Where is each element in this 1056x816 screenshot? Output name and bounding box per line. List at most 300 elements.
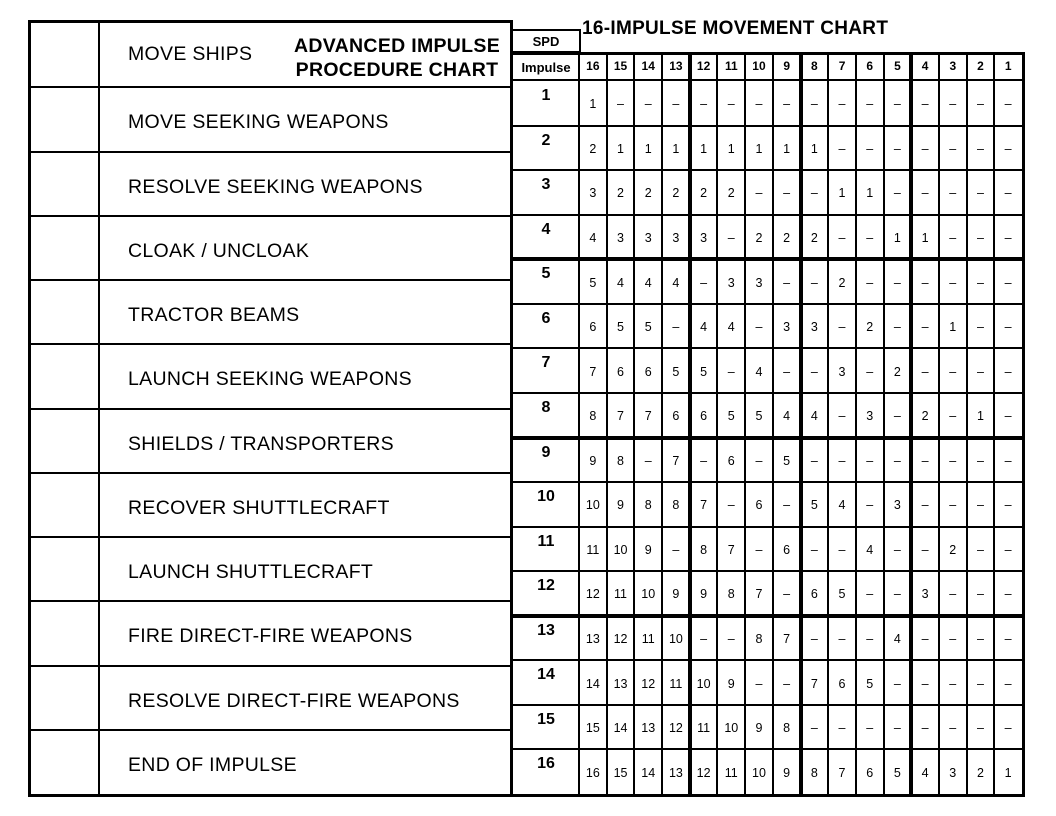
movement-cell: –: [976, 542, 984, 557]
speed-header: 7: [838, 59, 846, 73]
movement-cell: –: [838, 320, 846, 335]
movement-cell: –: [783, 364, 791, 379]
movement-cell: 8: [589, 409, 597, 424]
movement-cell: –: [810, 364, 818, 379]
procedure-title-line-1: ADVANCED IMPULSE: [294, 35, 500, 57]
movement-cell: –: [949, 676, 957, 691]
movement-cell: –: [893, 542, 901, 557]
movement-cell: 5: [617, 320, 624, 335]
group-divider: [513, 257, 1022, 261]
movement-cell: –: [976, 632, 984, 647]
impulse-number: 12: [537, 577, 555, 595]
movement-cell: –: [949, 632, 957, 647]
movement-cell: –: [949, 453, 957, 468]
movement-cell: 7: [700, 498, 708, 513]
movement-cell: –: [810, 632, 818, 647]
movement-cell: 2: [976, 765, 984, 780]
movement-cell: –: [976, 364, 984, 379]
column-divider: [966, 55, 968, 794]
speed-header: 11: [724, 59, 738, 73]
procedure-checkbox[interactable]: [31, 23, 98, 87]
procedure-step-label: END OF IMPULSE: [128, 753, 297, 776]
movement-cell: –: [672, 320, 680, 335]
movement-cell: –: [976, 97, 984, 112]
movement-cell: –: [727, 230, 735, 245]
movement-cell: 6: [838, 676, 846, 691]
movement-cell: 7: [755, 587, 763, 602]
movement-cell: 10: [752, 765, 766, 780]
movement-cell: 5: [783, 453, 791, 468]
movement-cell: –: [921, 676, 929, 691]
movement-cell: 11: [614, 587, 628, 602]
movement-cell: 4: [893, 632, 901, 647]
procedure-checkbox[interactable]: [31, 537, 98, 601]
row-divider: [513, 214, 1022, 216]
movement-cell: –: [976, 587, 984, 602]
row-divider: [513, 704, 1022, 706]
procedure-checkbox[interactable]: [31, 216, 98, 280]
movement-cell: –: [727, 364, 735, 379]
movement-cell: 13: [613, 676, 628, 691]
movement-cell: –: [838, 632, 846, 647]
movement-cell: 9: [755, 721, 763, 736]
movement-cell: –: [893, 141, 901, 156]
movement-cell: –: [810, 275, 818, 290]
row-divider: [513, 570, 1022, 572]
movement-cell: 5: [893, 765, 901, 780]
procedure-checkbox[interactable]: [31, 730, 98, 794]
movement-cell: 3: [783, 320, 791, 335]
impulse-number: 5: [541, 265, 551, 283]
column-divider: [661, 55, 663, 794]
column-divider: [855, 55, 857, 794]
movement-cell: 2: [921, 409, 929, 424]
procedure-row-divider: [31, 215, 510, 217]
header-divider: [513, 79, 1022, 81]
movement-cell: 3: [949, 765, 957, 780]
movement-cell: –: [866, 453, 874, 468]
procedure-step-label: MOVE SEEKING WEAPONS: [128, 111, 389, 134]
movement-cell: –: [1004, 498, 1012, 513]
procedure-row-divider: [31, 600, 510, 602]
impulse-number: 6: [541, 309, 551, 327]
movement-cell: 12: [585, 587, 600, 602]
movement-cell: –: [1004, 97, 1012, 112]
movement-cell: –: [810, 453, 818, 468]
movement-cell: 8: [700, 542, 708, 557]
movement-cell: 1: [727, 141, 735, 156]
movement-cell: 2: [810, 230, 818, 245]
movement-cell: –: [1004, 632, 1012, 647]
movement-cell: 1: [1004, 765, 1012, 780]
movement-cell: 14: [585, 676, 600, 691]
movement-cell: 4: [617, 275, 624, 290]
movement-cell: –: [1004, 141, 1012, 156]
movement-cell: 15: [585, 721, 600, 736]
impulse-number: 16: [537, 755, 555, 773]
group-column-divider: [688, 55, 692, 794]
movement-cell: 4: [783, 409, 791, 424]
movement-cell: –: [755, 186, 763, 201]
procedure-row-divider: [31, 343, 510, 345]
speed-header: 4: [921, 59, 929, 73]
movement-cell: –: [921, 721, 929, 736]
movement-cell: 7: [838, 765, 846, 780]
movement-cell: –: [866, 230, 874, 245]
movement-cell: 4: [672, 275, 680, 290]
impulse-number: 10: [537, 488, 555, 506]
movement-cell: –: [1004, 409, 1012, 424]
movement-cell: –: [617, 97, 624, 112]
procedure-step-label: MOVE SHIPS: [128, 43, 253, 65]
movement-cell: –: [755, 320, 763, 335]
movement-cell: 6: [727, 453, 735, 468]
group-column-divider: [909, 55, 913, 794]
impulse-number: 8: [541, 398, 551, 416]
movement-cell: –: [755, 97, 763, 112]
movement-cell: –: [949, 409, 957, 424]
speed-header: 15: [613, 59, 628, 73]
movement-cell: 11: [724, 765, 738, 780]
procedure-step-label: TRACTOR BEAMS: [128, 304, 300, 327]
speed-header: 1: [1004, 59, 1012, 73]
movement-cell: 1: [976, 409, 984, 424]
movement-cell: 3: [893, 498, 901, 513]
movement-cell: –: [810, 542, 818, 557]
movement-cell: 3: [644, 230, 652, 245]
column-divider: [938, 55, 940, 794]
movement-cell: 1: [893, 230, 901, 245]
movement-cell: 6: [700, 409, 708, 424]
movement-cell: –: [644, 97, 652, 112]
procedure-step-label: FIRE DIRECT-FIRE WEAPONS: [128, 625, 413, 648]
procedure-row-divider: [31, 279, 510, 281]
movement-cell: –: [921, 97, 929, 112]
procedure-checkbox[interactable]: [31, 473, 98, 537]
movement-cell: –: [976, 498, 984, 513]
procedure-step-label: CLOAK / UNCLOAK: [128, 239, 310, 262]
movement-cell: –: [1004, 275, 1012, 290]
movement-cell: 4: [644, 275, 652, 290]
movement-cell: –: [838, 409, 846, 424]
movement-cell: –: [783, 676, 791, 691]
movement-cell: –: [1004, 542, 1012, 557]
movement-cell: –: [893, 320, 901, 335]
movement-cell: –: [921, 364, 929, 379]
movement-cell: –: [755, 453, 763, 468]
movement-cell: 6: [672, 409, 680, 424]
movement-cell: –: [893, 97, 901, 112]
movement-cell: 3: [589, 186, 597, 201]
row-divider: [513, 748, 1022, 750]
movement-cell: 2: [783, 230, 791, 245]
impulse-number: 7: [541, 354, 551, 372]
movement-cell: –: [838, 230, 846, 245]
movement-cell: 6: [589, 320, 597, 335]
movement-cell: 7: [644, 409, 652, 424]
procedure-row-divider: [31, 665, 510, 667]
impulse-number: 11: [537, 532, 555, 550]
movement-cell: 9: [644, 542, 652, 557]
movement-cell: 13: [641, 721, 656, 736]
impulse-number: 15: [537, 710, 555, 728]
movement-cell: 7: [672, 453, 680, 468]
movement-cell: –: [949, 364, 957, 379]
movement-cell: 3: [866, 409, 874, 424]
speed-header: 8: [811, 59, 818, 73]
movement-cell: –: [866, 275, 874, 290]
movement-cell: 9: [589, 453, 597, 468]
movement-cell: –: [976, 676, 984, 691]
movement-cell: 4: [589, 230, 597, 245]
movement-cell: 7: [589, 364, 597, 379]
movement-cell: –: [672, 542, 680, 557]
movement-cell: –: [949, 275, 957, 290]
procedure-chart: [28, 20, 513, 797]
movement-cell: –: [783, 587, 791, 602]
movement-cell: –: [893, 275, 901, 290]
movement-cell: 1: [810, 141, 818, 156]
movement-cell: 1: [921, 230, 929, 245]
movement-cell: –: [783, 275, 791, 290]
speed-header: 12: [696, 59, 711, 73]
group-divider: [513, 614, 1022, 618]
procedure-step-label: LAUNCH SHUTTLECRAFT: [128, 561, 374, 584]
movement-cell: 2: [644, 186, 652, 201]
column-divider: [606, 55, 608, 794]
movement-cell: 5: [810, 498, 818, 513]
column-divider: [772, 55, 774, 794]
movement-cell: 1: [838, 186, 846, 201]
impulse-number: 1: [541, 87, 551, 104]
movement-cell: –: [783, 97, 791, 112]
movement-cell: 5: [644, 320, 652, 335]
impulse-number: 4: [541, 220, 551, 238]
movement-cell: 1: [644, 141, 652, 156]
movement-cell: –: [976, 186, 984, 201]
movement-cell: 6: [810, 587, 818, 602]
procedure-checkbox[interactable]: [31, 409, 98, 473]
movement-cell: –: [893, 676, 901, 691]
movement-cell: –: [866, 632, 874, 647]
procedure-step-label: SHIELDS / TRANSPORTERS: [128, 432, 394, 455]
movement-cell: 3: [672, 230, 680, 245]
movement-cell: –: [893, 587, 901, 602]
movement-cell: –: [838, 141, 846, 156]
movement-cell: 3: [838, 364, 846, 379]
movement-cell: –: [838, 453, 846, 468]
movement-cell: 7: [617, 409, 624, 424]
movement-cell: 3: [755, 275, 763, 290]
movement-cell: 7: [727, 542, 735, 557]
movement-cell: –: [838, 542, 846, 557]
movement-cell: –: [866, 364, 874, 379]
movement-cell: 5: [727, 409, 735, 424]
movement-cell: –: [976, 721, 984, 736]
movement-cell: –: [755, 542, 763, 557]
movement-cell: 9: [700, 587, 708, 602]
movement-cell: –: [866, 97, 874, 112]
movement-cell: 4: [700, 320, 708, 335]
speed-header: 16: [586, 59, 600, 73]
speed-header: 14: [641, 59, 655, 73]
movement-cell: 11: [697, 721, 711, 736]
movement-cell: –: [949, 230, 957, 245]
procedure-checkbox[interactable]: [31, 280, 98, 344]
movement-cell: 8: [755, 632, 763, 647]
row-divider: [513, 659, 1022, 661]
movement-cell: 8: [617, 453, 624, 468]
movement-cell: 3: [727, 275, 735, 290]
movement-cell: 4: [810, 409, 818, 424]
group-divider: [513, 436, 1022, 440]
movement-cell: 2: [700, 186, 708, 201]
impulse-header: Impulse: [521, 60, 571, 75]
movement-cell: –: [893, 409, 901, 424]
movement-cell: –: [866, 721, 874, 736]
procedure-chart-title: [294, 34, 500, 82]
column-divider: [993, 55, 995, 794]
movement-cell: 6: [617, 364, 624, 379]
procedure-checkbox[interactable]: [31, 601, 98, 665]
impulse-number: 3: [541, 176, 551, 194]
movement-cell: 3: [921, 587, 929, 602]
movement-cell: 5: [838, 587, 846, 602]
movement-cell: –: [976, 320, 984, 335]
movement-cell: 8: [644, 498, 652, 513]
spd-header: SPD: [513, 29, 581, 53]
movement-cell: –: [921, 542, 929, 557]
movement-cell: 10: [696, 676, 711, 691]
movement-cell: –: [1004, 676, 1012, 691]
procedure-row-divider: [31, 151, 510, 153]
movement-cell: –: [866, 587, 874, 602]
procedure-row-divider: [31, 729, 510, 731]
speed-header: 9: [783, 59, 790, 73]
column-divider: [744, 55, 746, 794]
movement-cell: 12: [641, 676, 656, 691]
row-divider: [513, 526, 1022, 528]
movement-cell: 3: [700, 230, 708, 245]
impulse-number: 14: [537, 666, 555, 684]
row-divider: [513, 481, 1022, 483]
movement-cell: –: [838, 721, 846, 736]
procedure-checkbox[interactable]: [31, 666, 98, 730]
movement-cell: 10: [585, 498, 600, 513]
procedure-row-divider: [31, 86, 510, 88]
movement-cell: 6: [783, 542, 791, 557]
impulse-column-divider: [578, 55, 580, 794]
movement-cell: –: [949, 141, 957, 156]
movement-cell: –: [755, 676, 763, 691]
movement-cell: 9: [783, 765, 791, 780]
movement-cell: 2: [838, 275, 846, 290]
movement-cell: 1: [866, 186, 874, 201]
movement-cell: 10: [613, 542, 628, 557]
movement-cell: 10: [668, 632, 683, 647]
movement-cell: 9: [672, 587, 680, 602]
movement-cell: –: [1004, 587, 1012, 602]
column-divider: [633, 55, 635, 794]
movement-cell: 2: [727, 186, 735, 201]
movement-cell: –: [976, 230, 984, 245]
movement-cell: –: [921, 275, 929, 290]
movement-cell: –: [949, 186, 957, 201]
movement-cell: 3: [810, 320, 818, 335]
movement-cell: –: [810, 721, 818, 736]
movement-cell: 9: [617, 498, 624, 513]
column-divider: [716, 55, 718, 794]
procedure-row-divider: [31, 536, 510, 538]
movement-cell: 4: [838, 498, 846, 513]
movement-cell: –: [921, 320, 929, 335]
movement-cell: 12: [668, 721, 683, 736]
movement-cell: 12: [696, 765, 711, 780]
movement-cell: 4: [921, 765, 929, 780]
movement-cell: 2: [617, 186, 624, 201]
movement-cell: 11: [641, 632, 655, 647]
movement-cell: –: [921, 498, 929, 513]
movement-cell: 5: [700, 364, 708, 379]
movement-cell: 6: [644, 364, 652, 379]
movement-chart-grid: [513, 52, 1025, 797]
movement-cell: 1: [589, 97, 597, 112]
movement-cell: 1: [617, 141, 624, 156]
movement-cell: 7: [810, 676, 818, 691]
procedure-checkbox[interactable]: [31, 87, 98, 151]
movement-cell: 14: [613, 721, 628, 736]
movement-cell: 2: [755, 230, 763, 245]
movement-cell: –: [727, 632, 735, 647]
movement-cell: 12: [613, 632, 628, 647]
speed-header: 13: [669, 59, 683, 73]
movement-cell: –: [727, 498, 735, 513]
movement-cell: –: [921, 141, 929, 156]
movement-cell: 8: [727, 587, 735, 602]
procedure-row-divider: [31, 408, 510, 410]
movement-cell: 1: [949, 320, 957, 335]
movement-cell: –: [700, 275, 708, 290]
movement-cell: 2: [866, 320, 874, 335]
movement-cell: –: [644, 453, 652, 468]
movement-cell: 8: [672, 498, 680, 513]
procedure-checkbox[interactable]: [31, 152, 98, 216]
impulse-number: 13: [537, 621, 555, 639]
movement-cell: 5: [672, 364, 680, 379]
impulse-number: 2: [541, 131, 551, 149]
movement-cell: –: [700, 97, 708, 112]
movement-cell: –: [893, 186, 901, 201]
movement-cell: 1: [700, 141, 708, 156]
speed-header: 3: [949, 59, 957, 73]
speed-header: 6: [866, 59, 874, 73]
procedure-checkbox[interactable]: [31, 344, 98, 408]
movement-cell: 15: [613, 765, 628, 780]
movement-cell: 11: [586, 542, 600, 557]
movement-cell: 2: [949, 542, 957, 557]
movement-cell: –: [783, 186, 791, 201]
row-divider: [513, 169, 1022, 171]
movement-cell: –: [976, 275, 984, 290]
movement-cell: –: [893, 453, 901, 468]
procedure-row-divider: [31, 472, 510, 474]
movement-cell: –: [866, 498, 874, 513]
movement-cell: –: [949, 498, 957, 513]
movement-cell: –: [949, 97, 957, 112]
movement-cell: –: [1004, 453, 1012, 468]
movement-cell: –: [838, 97, 846, 112]
movement-cell: –: [1004, 320, 1012, 335]
